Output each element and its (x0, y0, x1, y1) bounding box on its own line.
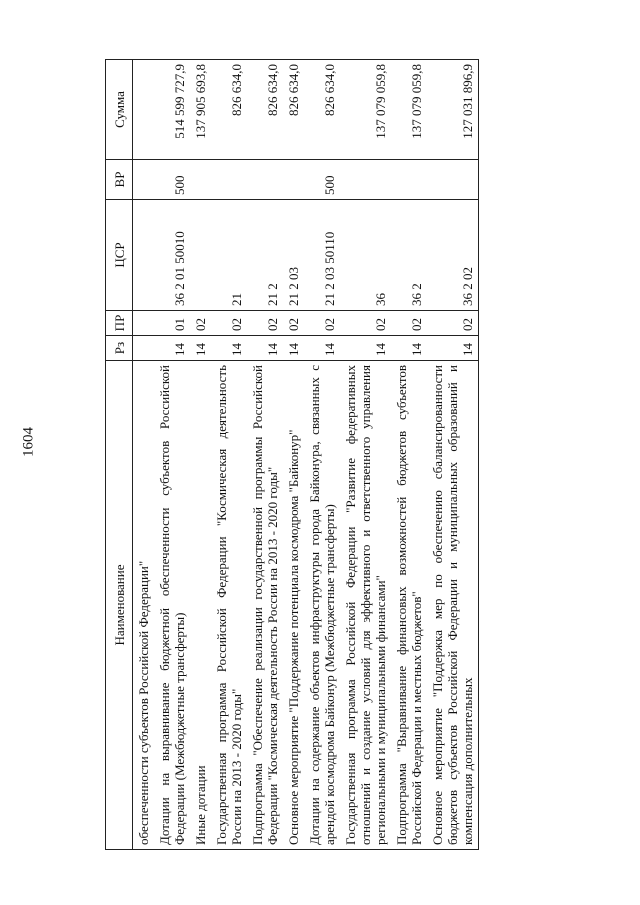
row-vr (190, 160, 211, 200)
row-csr: 21 2 03 (283, 200, 304, 311)
row-rz: 14 (391, 336, 427, 361)
table-row (133, 60, 155, 850)
row-name: Дотации на содержание объектов инфраструктуры города Байконура, связанных с арендой космодрома Байконур (Межбюджетные трансферты) (304, 361, 340, 850)
header-vr: ВР (106, 160, 133, 200)
table-row (427, 60, 479, 850)
table-row (247, 60, 283, 850)
row-rz: 14 (190, 336, 211, 361)
row-sum: 127 031 896,9 (427, 60, 479, 160)
header-pr: ПР (106, 311, 133, 336)
row-pr: 02 (391, 311, 427, 336)
table-row (391, 60, 427, 850)
row-vr (391, 160, 427, 200)
row-sum: 137 079 059,8 (391, 60, 427, 160)
row-sum: 137 079 059,8 (340, 60, 391, 160)
row-name: Основное мероприятие "Поддержание потенциала космодрома "Байконур" (283, 361, 304, 850)
table-row (190, 60, 211, 850)
row-vr (211, 160, 247, 200)
row-vr (340, 160, 391, 200)
row-name: Подпрограмма "Выравнивание финансовых возможностей бюджетов субъектов Российской Федерации и местных бюджетов" (391, 361, 427, 850)
table-row (154, 60, 190, 850)
row-csr (133, 200, 155, 311)
rotated-page-content (105, 60, 600, 850)
row-csr: 36 2 02 (427, 200, 479, 311)
header-csr: ЦСР (106, 200, 133, 311)
row-pr: 02 (211, 311, 247, 336)
row-vr (283, 160, 304, 200)
row-sum: 826 634,0 (247, 60, 283, 160)
budget-table (105, 59, 479, 850)
table-row (283, 60, 304, 850)
row-vr (427, 160, 479, 200)
row-rz: 14 (340, 336, 391, 361)
row-pr: 02 (190, 311, 211, 336)
table-row (340, 60, 391, 850)
row-rz: 14 (154, 336, 190, 361)
row-name: Подпрограмма "Обеспечение реализации государственной программы Российской Федерации "Космическая деятельность России на 2013 - 2020 годы" (247, 361, 283, 850)
row-vr: 500 (304, 160, 340, 200)
row-vr (247, 160, 283, 200)
header-sum: Сумма (106, 60, 133, 160)
row-pr: 01 (154, 311, 190, 336)
row-sum: 137 905 693,8 (190, 60, 211, 160)
row-name: Иные дотации (190, 361, 211, 850)
row-name: Дотации на выравнивание бюджетной обеспеченности субъектов Российской Федерации (Межбюджетные трансферты) (154, 361, 190, 850)
row-rz (133, 336, 155, 361)
row-rz: 14 (304, 336, 340, 361)
row-vr (133, 160, 155, 200)
row-sum: 826 634,0 (304, 60, 340, 160)
row-sum: 514 599 727,9 (154, 60, 190, 160)
row-pr: 02 (247, 311, 283, 336)
row-sum (133, 60, 155, 160)
row-rz: 14 (211, 336, 247, 361)
row-pr: 02 (427, 311, 479, 336)
row-csr: 21 2 03 50110 (304, 200, 340, 311)
table-row (304, 60, 340, 850)
row-sum: 826 634,0 (283, 60, 304, 160)
row-csr: 36 (340, 200, 391, 311)
row-pr: 02 (304, 311, 340, 336)
row-csr: 21 (211, 200, 247, 311)
table-row (211, 60, 247, 850)
header-rz: Рз (106, 336, 133, 361)
row-csr (190, 200, 211, 311)
row-csr: 21 2 (247, 200, 283, 311)
row-pr (133, 311, 155, 336)
row-pr: 02 (340, 311, 391, 336)
row-sum: 826 634,0 (211, 60, 247, 160)
table-header-row (106, 60, 133, 850)
row-name: Государственная программа Российской Федерации "Развитие федеративных отношений и создание условий для эффективного и ответственного управления региональными и муниципальными финансами" (340, 361, 391, 850)
page-number: 1604 (20, 427, 37, 457)
header-name: Наименование (106, 361, 133, 850)
row-vr: 500 (154, 160, 190, 200)
row-name: обеспеченности субъектов Российской Федерации" (133, 361, 155, 850)
row-pr: 02 (283, 311, 304, 336)
row-rz: 14 (247, 336, 283, 361)
row-name: Государственная программа Российской Федерации "Космическая деятельность России на 2013 - 2020 годы" (211, 361, 247, 850)
row-rz: 14 (283, 336, 304, 361)
row-name: Основное мероприятие "Поддержка мер по обеспечению сбалансированности бюджетов субъектов Российской Федерации и муниципальных образований и компенсация дополнительных (427, 361, 479, 850)
row-csr: 36 2 01 50010 (154, 200, 190, 311)
row-rz: 14 (427, 336, 479, 361)
row-csr: 36 2 (391, 200, 427, 311)
